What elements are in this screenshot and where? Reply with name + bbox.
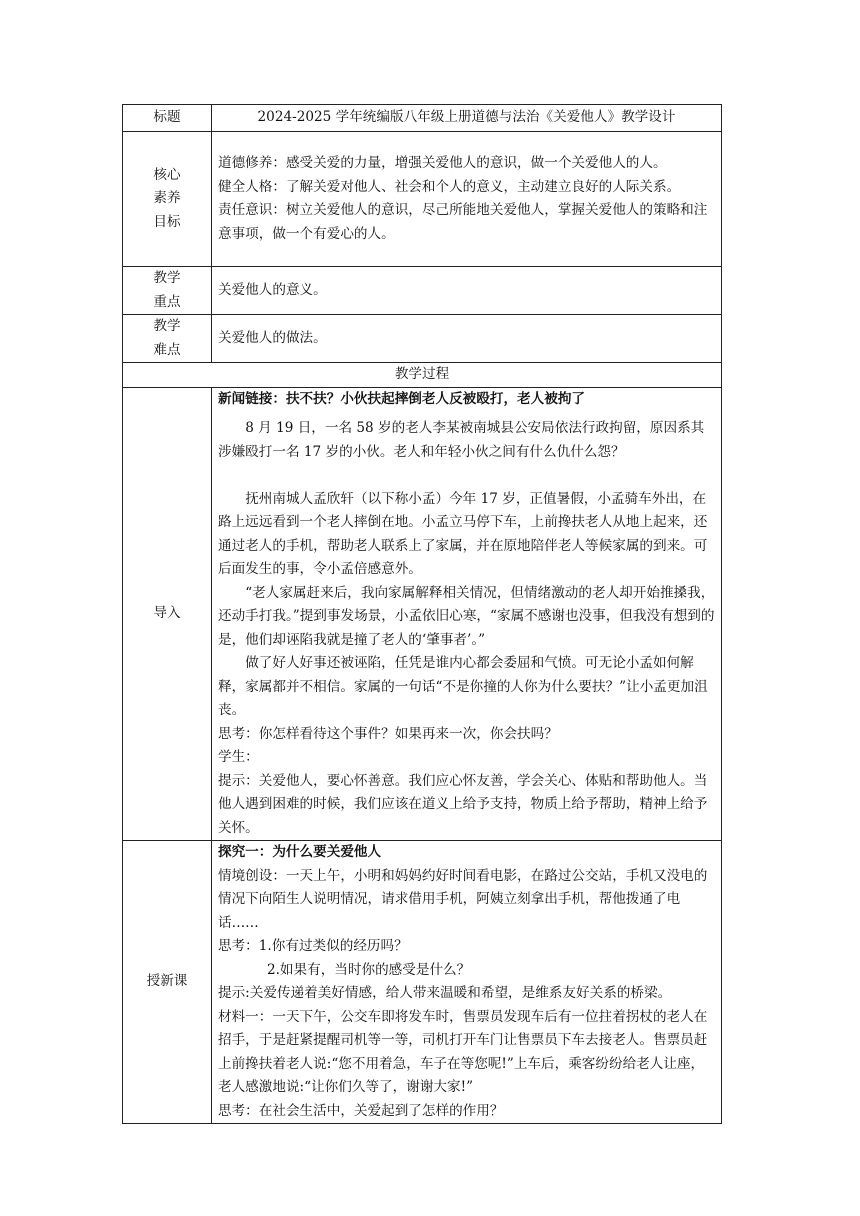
paragraph-gap bbox=[218, 464, 715, 488]
goals-row bbox=[123, 132, 722, 267]
intro-hint: 提示：关爱他人，要心怀善意。我们应心怀友善，学会关心、体贴和帮助他人。当他人遇到困难的时候，我们应该在道义上给予支持，物质上给予帮助，精神上给予关怀。 bbox=[218, 772, 708, 836]
question-1: 思考：1.你有过类似的经历吗？ bbox=[218, 938, 408, 954]
title-row bbox=[123, 105, 722, 132]
intro-student: 学生： bbox=[218, 749, 259, 765]
new-lesson-heading: 探究一：为什么要关爱他人 bbox=[218, 844, 382, 860]
goal-item: 健全人格：了解关爱对他人、社会和个人的意义，主动建立良好的人际关系。 bbox=[218, 178, 681, 195]
intro-think: 思考：你怎样看待这个事件？如果再来一次，你会扶吗？ bbox=[218, 725, 558, 742]
goals-content bbox=[212, 132, 722, 267]
key-point-label bbox=[123, 267, 212, 315]
goals-label bbox=[123, 132, 212, 267]
intro-paragraph: 8 月 19 日，一名 58 岁的老人李某被南城县公安局依法行政拘留，原因系其涉嫌殴打一名 17 岁的小伙。老人和年轻小伙之间有什么仇什么怨？ bbox=[218, 420, 705, 460]
intro-row bbox=[123, 387, 722, 841]
intro-label: 导入 bbox=[123, 387, 212, 841]
intro-content bbox=[212, 387, 722, 841]
new-lesson-row bbox=[123, 841, 722, 1124]
key-point-row bbox=[123, 267, 722, 315]
difficulty-label-line: 教学 bbox=[153, 318, 181, 334]
document-title: 2024-2025 学年统编版八年级上册道德与法治《关爱他人》教学设计 bbox=[212, 105, 722, 132]
goals-label-line: 素养 bbox=[153, 190, 181, 207]
material-text: 材料一：一天下午，公交车即将发车时，售票员发现车后有一位拄着拐杖的老人在招手，于是赶紧提醒司机等一等，司机打开车门让售票员下车去接老人。售票员赶上前搀扶着老人说:“您不用着急，车子在等您呢!”上车后，乘客纷纷给老人让座，老人感激地说:“让你们久等了，谢谢大家!” bbox=[218, 1008, 708, 1095]
difficulty-text: 关爱他人的做法。 bbox=[212, 315, 722, 363]
new-lesson-think: 思考：在社会生活中，关爱起到了怎样的作用？ bbox=[218, 1102, 504, 1119]
intro-paragraph: 抚州南城人孟欣轩（以下称小孟）今年 17 岁，正值暑假，小孟骑车外出，在路上远远看到一个老人摔倒在地。小孟立马停下车，上前搀扶老人从地上起来，还通过老人的手机，帮助老人联系上了家属，并在原地陪伴老人等候家属的到来。可后面发生的事，令小孟倍感意外。 bbox=[218, 490, 708, 577]
new-lesson-label: 授新课 bbox=[123, 841, 212, 1124]
goal-item: 责任意识：树立关爱他人的意识，尽己所能地关爱他人，掌握关爱他人的策略和注意事项，做一个有爱心的人。 bbox=[218, 202, 708, 242]
key-point-label-line: 重点 bbox=[153, 293, 181, 310]
process-header-row bbox=[123, 363, 722, 388]
process-header: 教学过程 bbox=[123, 363, 722, 388]
lesson-plan-table bbox=[122, 104, 722, 1124]
difficulty-label bbox=[123, 315, 212, 363]
goals-label-line: 核心 bbox=[153, 166, 181, 183]
key-point-label-line: 教学 bbox=[153, 270, 181, 286]
intro-paragraph: 做了好人好事还被诬陷，任凭是谁内心都会委屈和气愤。可无论小孟如何解释，家属都并不相信。家属的一句话“不是你撞的人你为什么要扶？”让小孟更加沮丧。 bbox=[218, 655, 708, 718]
key-point-text: 关爱他人的意义。 bbox=[212, 267, 722, 315]
goal-item: 道德修养：感受关爱的力量，增强关爱他人的意识，做一个关爱他人的人。 bbox=[218, 155, 667, 171]
goals-label-line: 目标 bbox=[153, 213, 181, 230]
new-lesson-content bbox=[212, 841, 722, 1124]
intro-heading: 新闻链接：扶不扶？小伙扶起摔倒老人反被殴打，老人被拘了 bbox=[218, 390, 586, 407]
question-2: 2.如果有，当时你的感受是什么？ bbox=[266, 961, 471, 978]
scenario-text: 情境创设：一天上午，小明和妈妈约好时间看电影，在路过公交站，手机又没电的情况下向陌生人说明情况，请求借用手机，阿姨立刻拿出手机，帮他拨通了电话…… bbox=[218, 867, 708, 931]
title-label: 标题 bbox=[123, 105, 212, 132]
difficulty-label-line: 难点 bbox=[153, 341, 181, 358]
new-lesson-hint: 提示:关爱传递着美好情感，给人带来温暖和希望，是维系友好关系的桥梁。 bbox=[218, 985, 672, 1001]
intro-paragraph: “老人家属赶来后，我向家属解释相关情况，但情绪激动的老人却开始推搡我，还动手打我。”提到事发场景，小孟依旧心寒，“家属不感谢也没事，但我没有想到的是，他们却诬陷我就是撞了老人的‘肇事者’。” bbox=[218, 584, 715, 648]
difficulty-row bbox=[123, 315, 722, 363]
